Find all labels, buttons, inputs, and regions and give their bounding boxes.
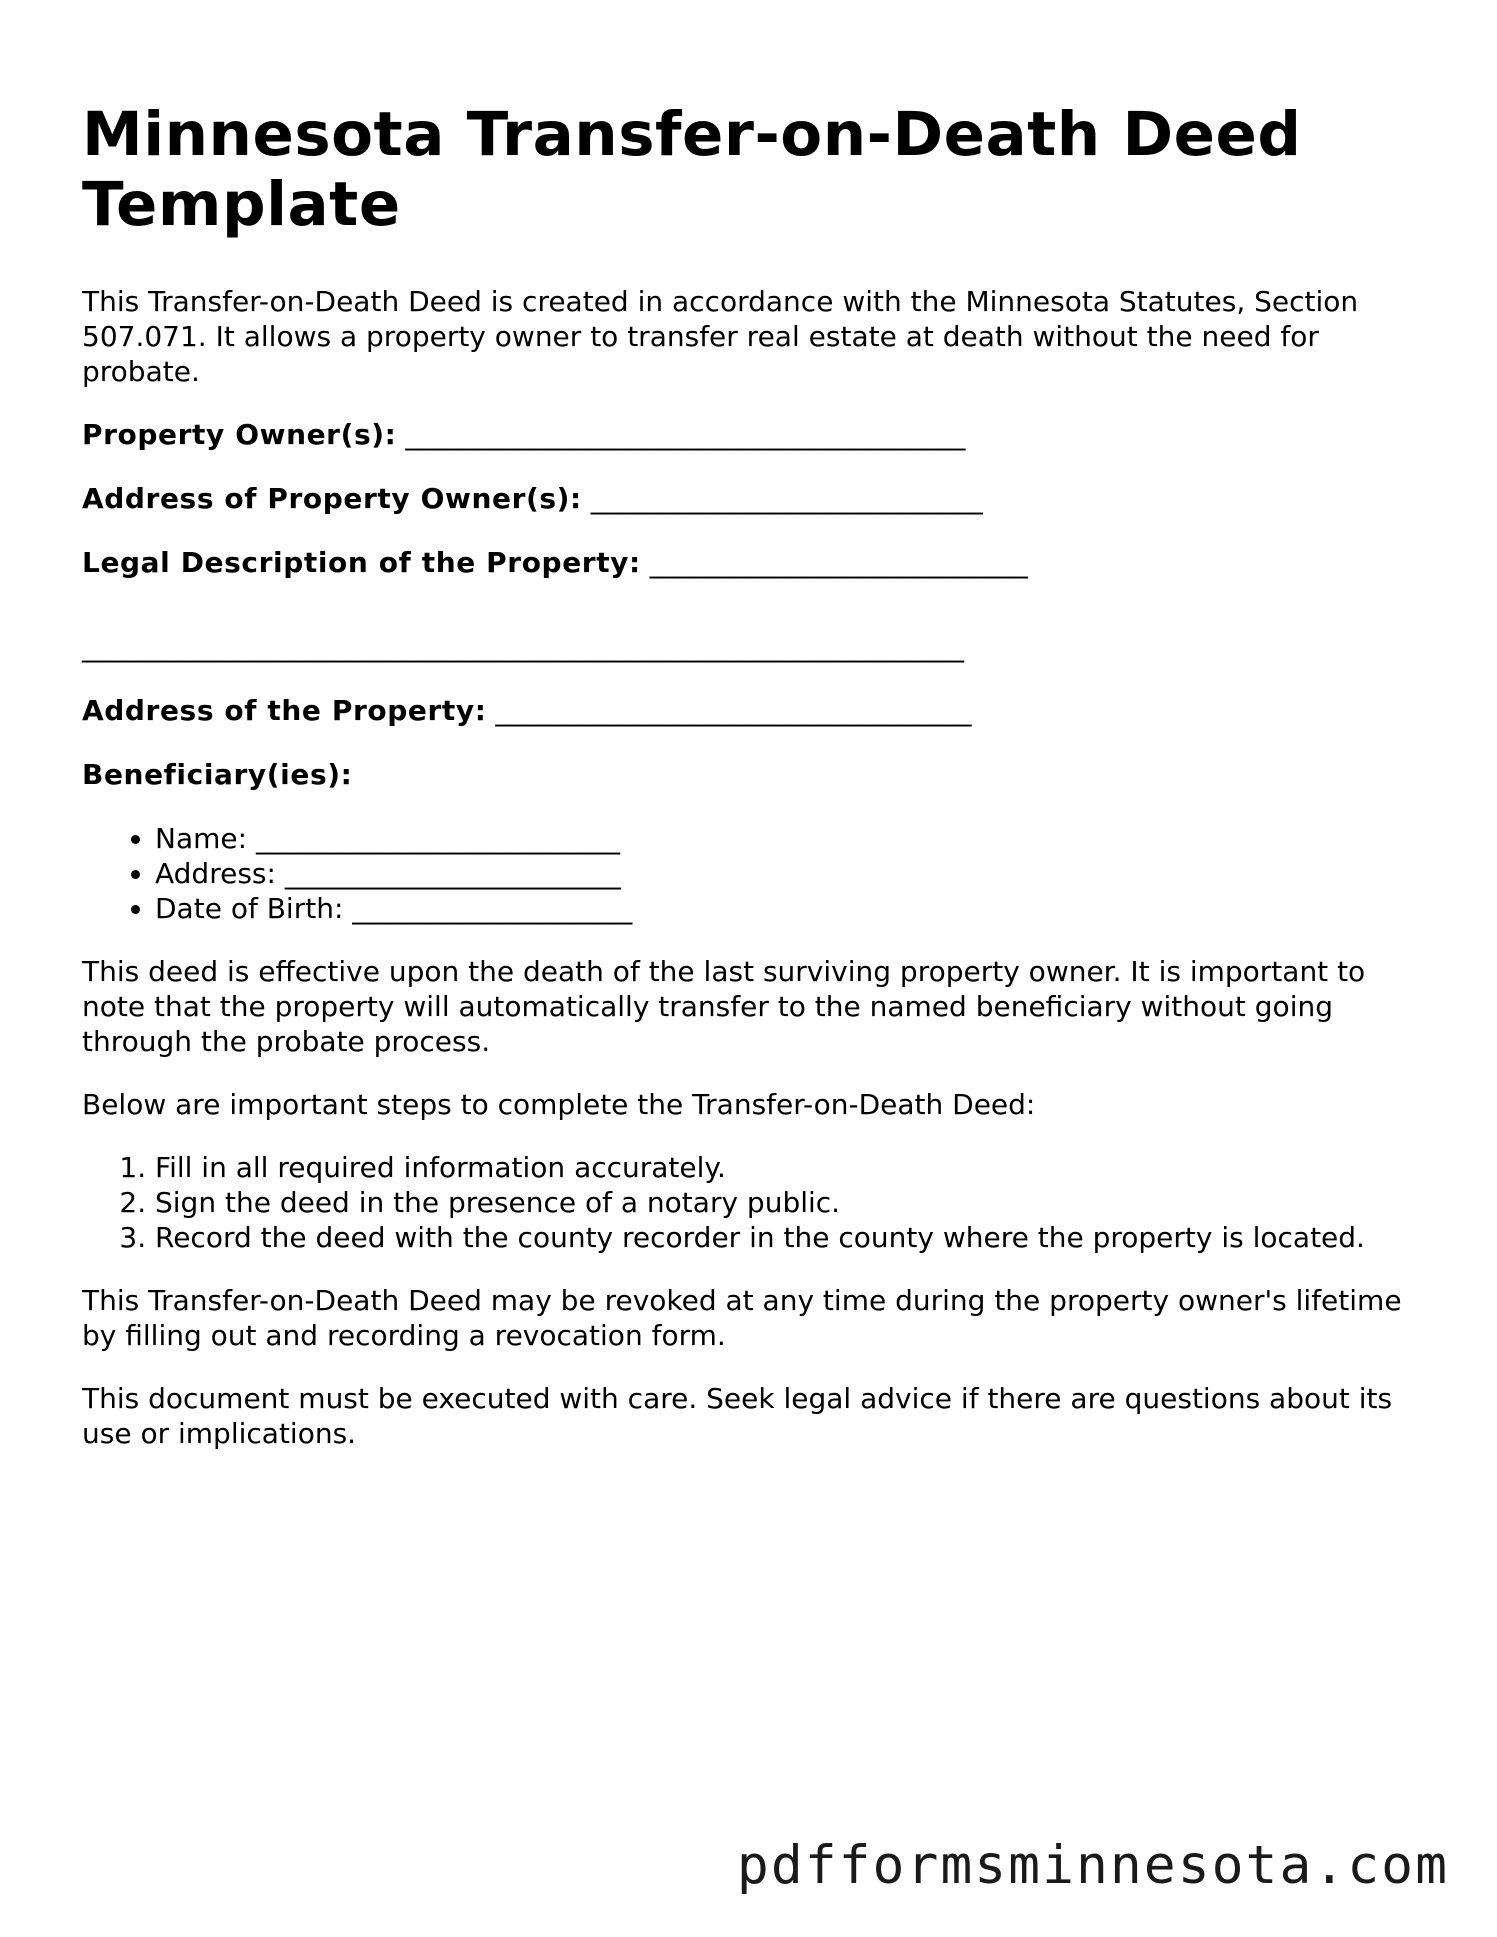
property-owners-label: Property Owner(s):: [82, 418, 397, 451]
site-watermark: pdfformsminnesota.com: [736, 1835, 1449, 1896]
caution-paragraph: This document must be executed with care. Seek legal advice if there are questions about its use or implications.: [82, 1382, 1393, 1450]
document-page: [82, 100, 1422, 1479]
beneficiary-address-item[interactable]: • Address: ________________________: [155, 856, 1422, 891]
beneficiary-dob-item[interactable]: • Date of Birth: ____________________: [155, 891, 1422, 926]
legal-description-extra-line[interactable]: _______________________________________________________________: [82, 630, 964, 663]
step-item: 3. Record the deed with the county recorder in the county where the property is located.: [155, 1220, 1422, 1255]
owner-address-field: [82, 481, 1422, 516]
owner-address-label: Address of Property Owner(s):: [82, 482, 582, 515]
step-item: 1. Fill in all required information accurately.: [155, 1150, 1422, 1185]
legal-description-field: [82, 545, 1422, 580]
property-address-blank[interactable]: __________________________________: [495, 694, 972, 727]
beneficiaries-heading: [82, 757, 1422, 792]
property-address-label: Address of the Property:: [82, 694, 487, 727]
step-item: 2. Sign the deed in the presence of a notary public.: [155, 1185, 1422, 1220]
revocation-paragraph: This Transfer-on-Death Deed may be revoked at any time during the property owner's lifetime by filling out and recording a revocation form.: [82, 1284, 1402, 1352]
effective-paragraph: This deed is effective upon the death of the last surviving property owner. It is important to note that the property will automatically transfer to the named beneficiary without going through the probate process.: [82, 955, 1366, 1058]
property-address-field: [82, 693, 1422, 728]
steps-list: [82, 1150, 1422, 1255]
page-title: Minnesota Transfer-on-Death Deed Template: [82, 99, 1302, 240]
beneficiary-list: [82, 821, 1422, 926]
property-owners-field: [82, 417, 1422, 452]
legal-description-blank[interactable]: ___________________________: [649, 546, 1028, 579]
beneficiary-name-item[interactable]: • Name: __________________________: [155, 821, 1422, 856]
property-owners-blank[interactable]: ________________________________________: [405, 418, 966, 451]
steps-intro: Below are important steps to complete the Transfer-on-Death Deed:: [82, 1088, 1036, 1121]
owner-address-blank[interactable]: ____________________________: [590, 482, 983, 515]
beneficiaries-label: Beneficiary(ies):: [82, 758, 353, 791]
intro-paragraph: This Transfer-on-Death Deed is created in accordance with the Minnesota Statutes, Section 507.071. It allows a property owner to transfer real estate at death without the need for probate.: [82, 285, 1359, 388]
legal-description-label: Legal Description of the Property:: [82, 546, 641, 579]
